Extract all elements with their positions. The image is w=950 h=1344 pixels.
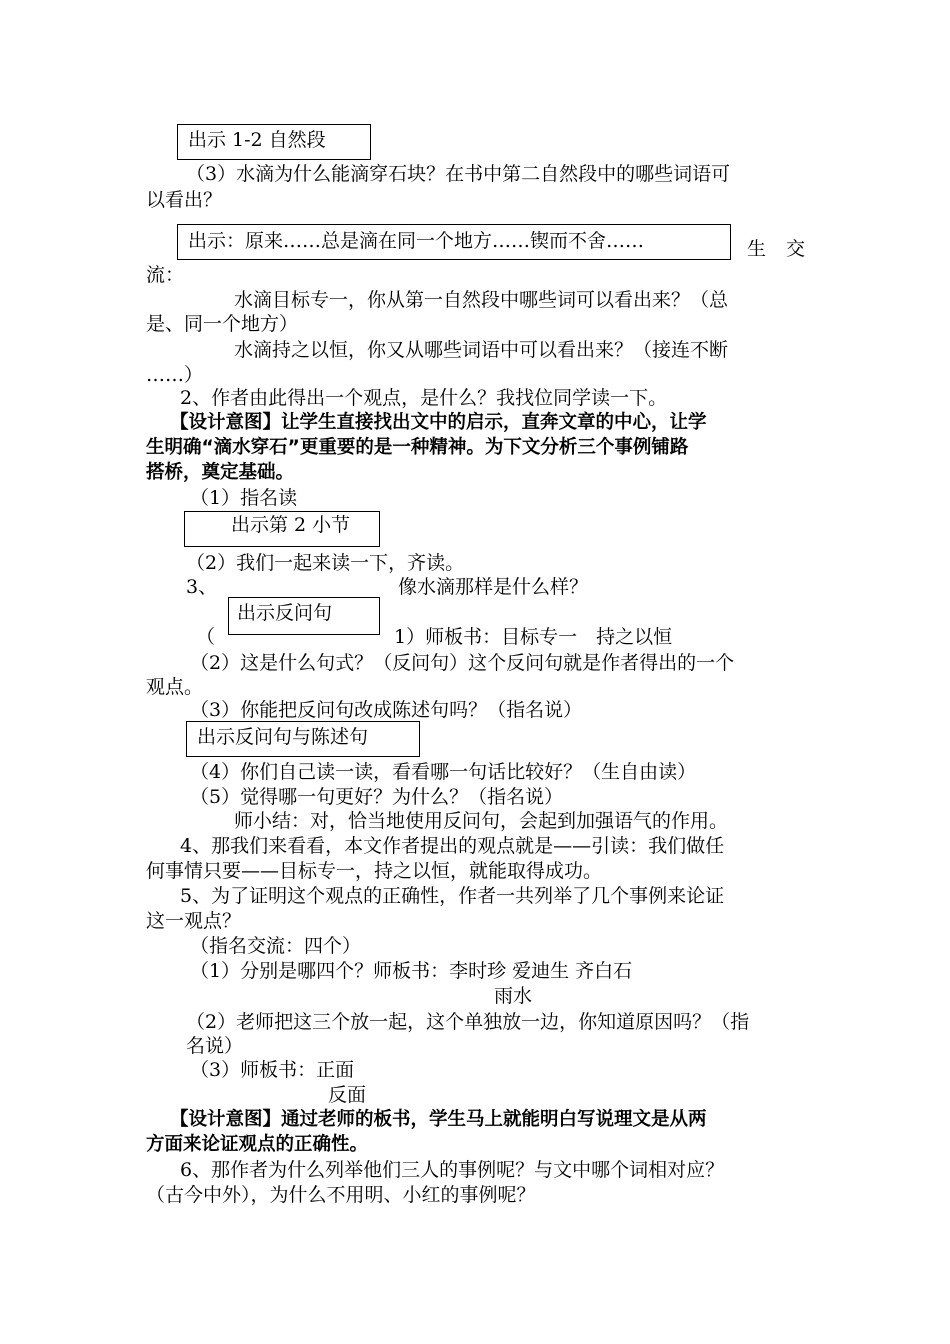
box-text: 出示：原来……总是滴在同一个地方……锲而不舍…… bbox=[188, 230, 645, 252]
text-line: 6、那作者为什么列举他们三人的事例呢？与文中哪个词相对应？ bbox=[180, 1159, 725, 1181]
box-show-paragraphs bbox=[177, 124, 371, 160]
text-line: 名说） bbox=[186, 1035, 244, 1057]
text-line: （2）我们一起来读一下，齐读。 bbox=[186, 552, 465, 574]
text-line: 5、为了证明这个观点的正确性，作者一共列举了几个事例来论证 bbox=[180, 885, 725, 907]
text-line: （1）指名读 bbox=[190, 487, 298, 509]
text-line: 何事情只要——目标专一，持之以恒，就能取得成功。 bbox=[146, 860, 603, 882]
text-line: 反面 bbox=[328, 1084, 367, 1106]
design-intent-line: 生明确“滴水穿石”更重要的是一种精神。为下文分析三个事例铺路 bbox=[146, 437, 689, 458]
text-line: 流： bbox=[146, 264, 185, 286]
text-line: 生 bbox=[747, 238, 767, 260]
box-text: 出示 1-2 自然段 bbox=[188, 129, 326, 151]
text-line: 雨水 bbox=[494, 985, 533, 1007]
box-text: 出示反问句 bbox=[237, 602, 333, 624]
box-show-section-2 bbox=[184, 511, 380, 547]
text-line: 师小结：对，恰当地使用反问句，会起到加强语气的作用。 bbox=[234, 810, 729, 832]
text-line: 水滴持之以恒，你又从哪些词语中可以看出来？（接连不断 bbox=[234, 339, 729, 361]
text-line: 观点。 bbox=[146, 676, 204, 698]
text-line: （4）你们自己读一读，看看哪一句话比较好？（生自由读） bbox=[190, 761, 697, 783]
box-text: 出示反问句与陈述句 bbox=[197, 726, 369, 748]
text-line: 2、作者由此得出一个观点，是什么？我找位同学读一下。 bbox=[180, 387, 668, 409]
text-line: 1）师板书：目标专一 持之以恒 bbox=[394, 626, 673, 648]
text-line: （ bbox=[196, 626, 216, 648]
text-line: （2）老师把这三个放一起，这个单独放一边，你知道原因吗？（指 bbox=[186, 1011, 750, 1033]
text-line: （5）觉得哪一句更好？为什么？（指名说） bbox=[190, 786, 564, 808]
text-line: （3）你能把反问句改成陈述句吗？（指名说） bbox=[190, 699, 583, 721]
box-show-phrases bbox=[177, 224, 731, 260]
box-text: 出示第 2 小节 bbox=[231, 514, 351, 536]
text-line: 水滴目标专一，你从第一自然段中哪些词可以看出来？（总 bbox=[234, 289, 729, 311]
text-line: （指名交流：四个） bbox=[190, 935, 362, 957]
box-show-question-and-statement bbox=[186, 721, 420, 757]
design-intent-line: 搭桥，奠定基础。 bbox=[146, 462, 295, 483]
design-intent-line: 【设计意图】通过老师的板书，学生马上就能明白写说理文是从两 bbox=[170, 1109, 707, 1130]
text-line: 像水滴那样是什么样？ bbox=[398, 576, 589, 598]
text-line: 以看出？ bbox=[146, 189, 223, 211]
text-line: （古今中外），为什么不用明、小红的事例呢？ bbox=[146, 1184, 536, 1206]
text-line: ……） bbox=[146, 364, 204, 386]
design-intent-line: 方面来论证观点的正确性。 bbox=[146, 1134, 369, 1155]
text-line: （2）这是什么句式？（反问句）这个反问句就是作者得出的一个 bbox=[190, 652, 735, 674]
text-line: 4、那我们来看看，本文作者提出的观点就是——引读：我们做任 bbox=[180, 835, 725, 857]
text-line: （3）师板书：正面 bbox=[190, 1059, 355, 1081]
text-line: 是、同一个地方） bbox=[146, 313, 299, 335]
design-intent-line: 【设计意图】让学生直接找出文中的启示，直奔文章的中心，让学 bbox=[170, 412, 707, 433]
text-line: 3、 bbox=[186, 576, 218, 598]
text-line: 这一观点？ bbox=[146, 910, 242, 932]
text-line: （3）水滴为什么能滴穿石块？在书中第二自然段中的哪些词语可 bbox=[186, 163, 731, 185]
box-show-rhetorical-question bbox=[228, 597, 380, 635]
text-line: 交 bbox=[786, 238, 806, 260]
text-line: （1）分别是哪四个？师板书：李时珍 爱迪生 齐白石 bbox=[190, 960, 633, 982]
